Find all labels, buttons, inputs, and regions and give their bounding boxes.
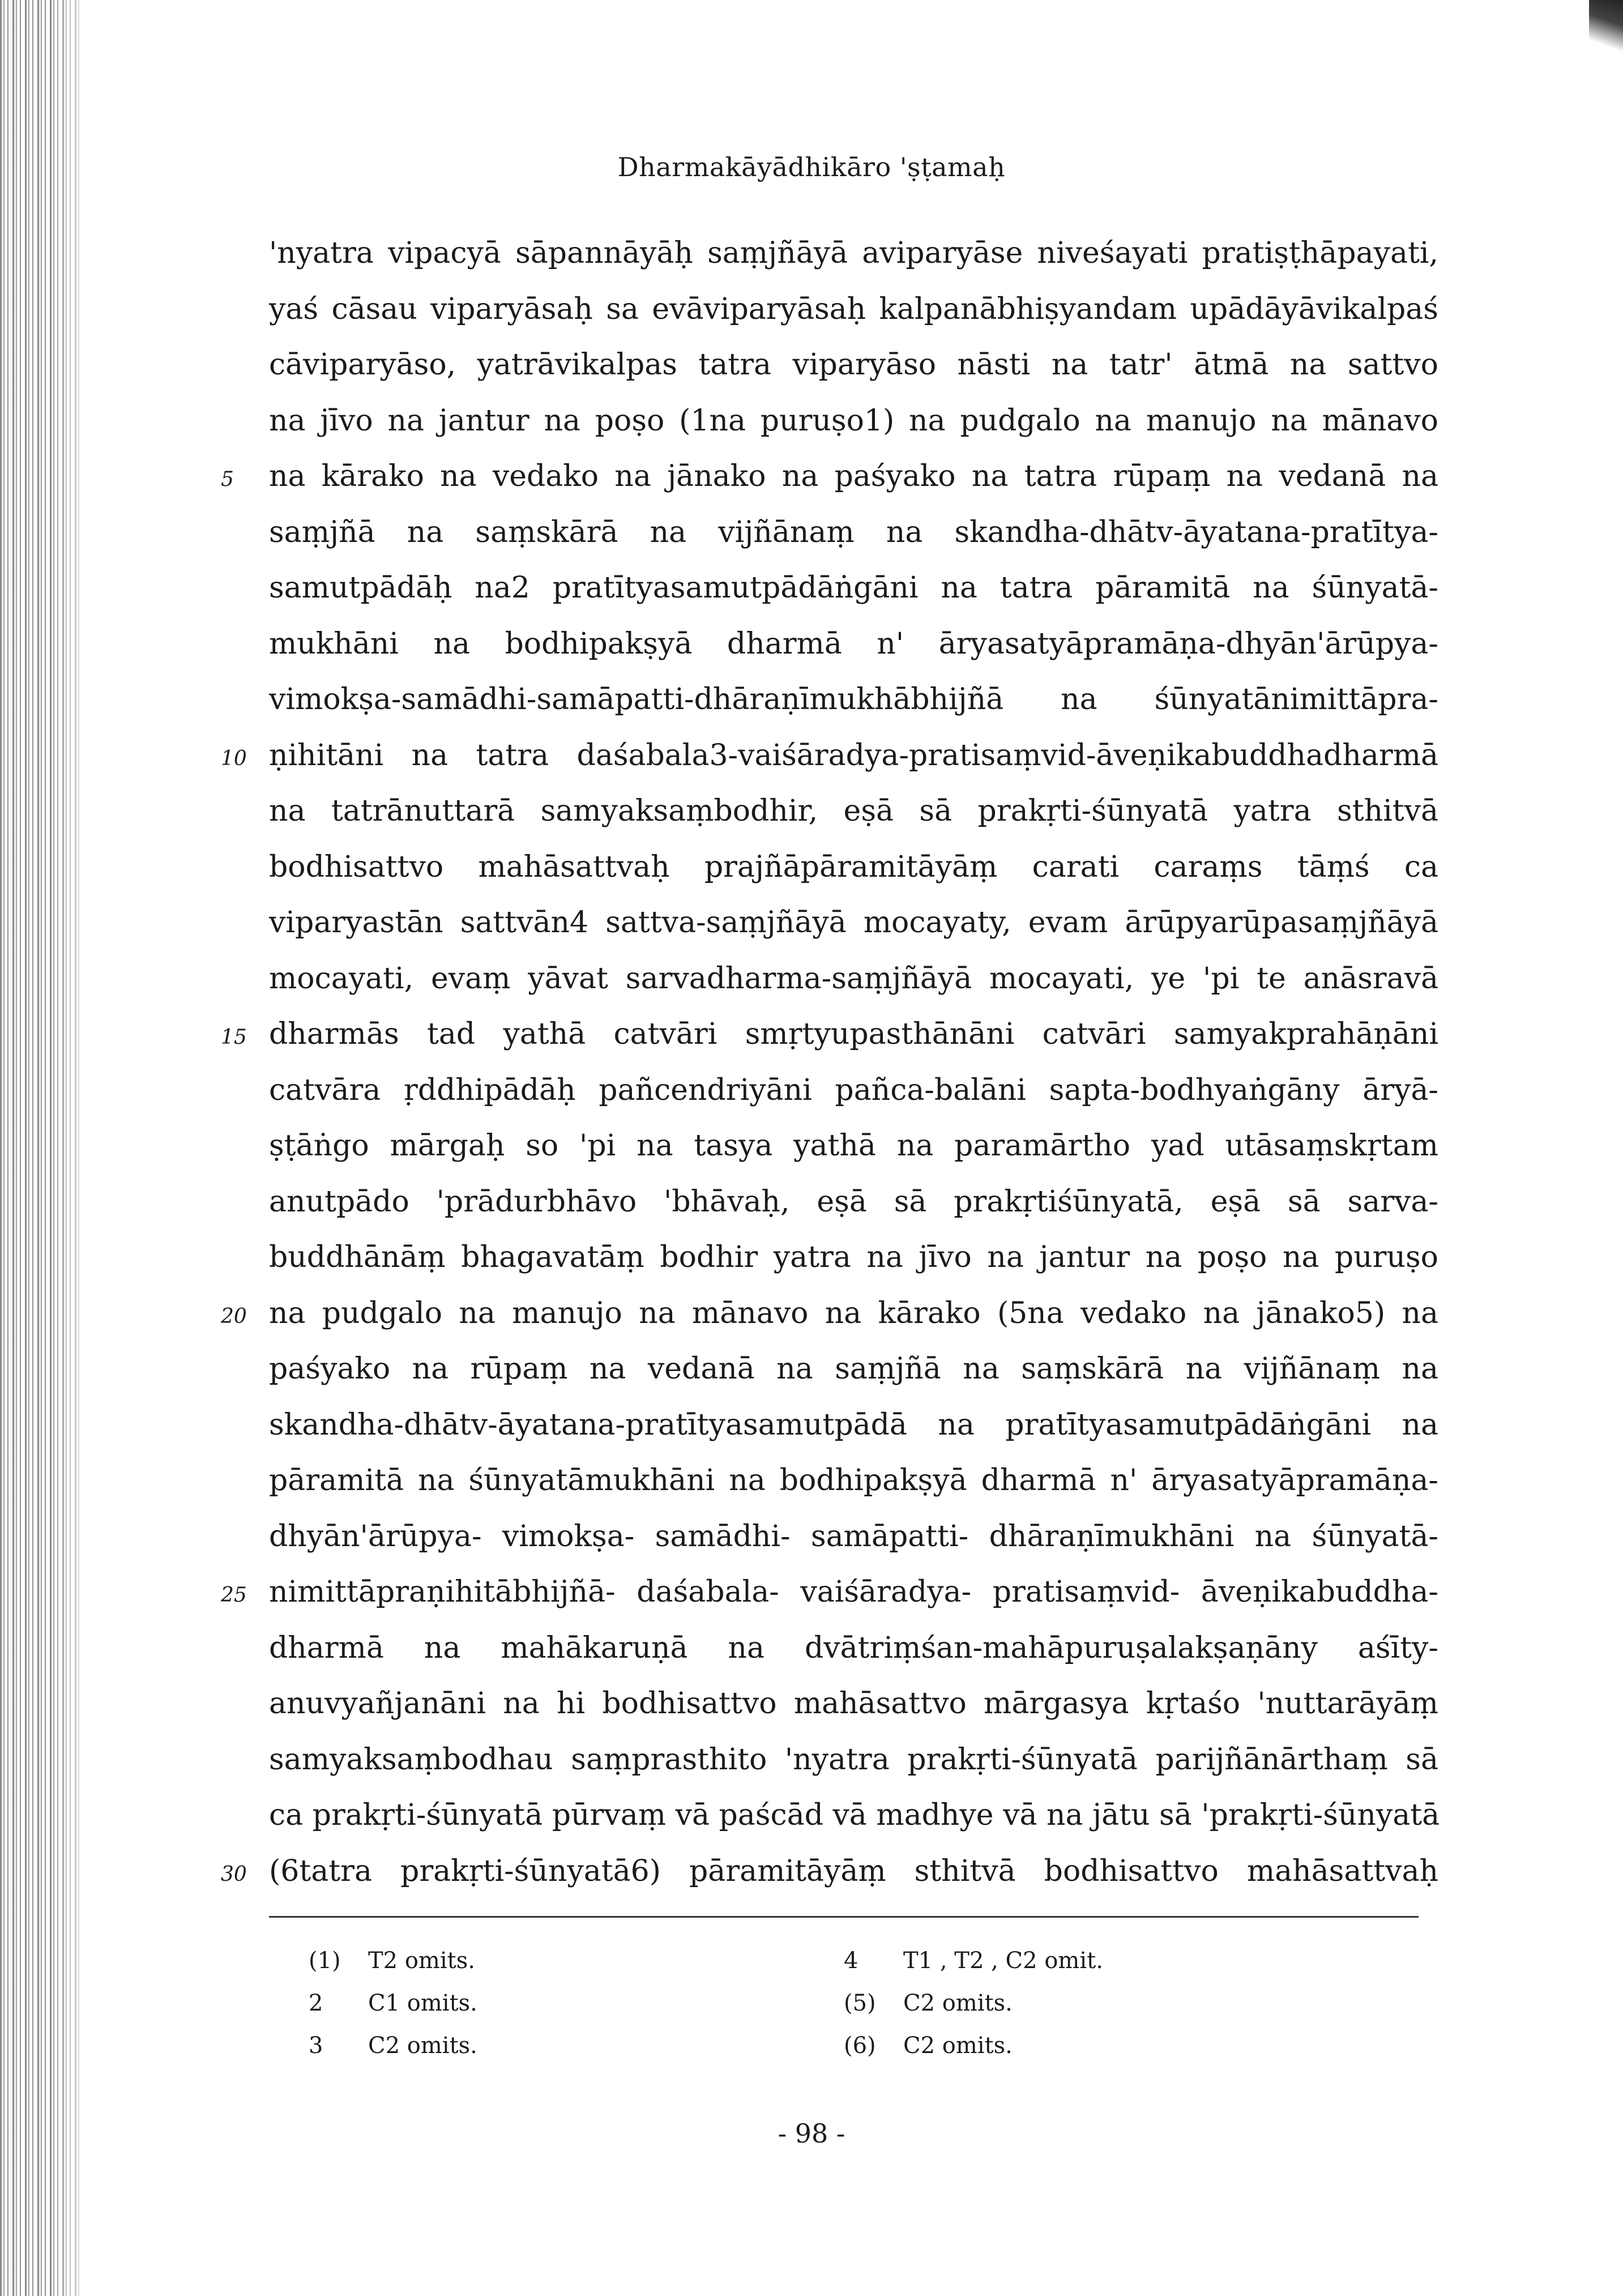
line-text: ṇihitāni na tatra daśabala3-vaiśāradya-pratisaṃvid-āveṇikabuddhadharmā — [269, 738, 1438, 773]
line-text: cāviparyāso, yatrāvikalpas tatra viparyāso nāsti na tatr' ātmā na sattvo — [269, 348, 1438, 382]
line-number: 30 — [221, 1862, 247, 1886]
text-line — [269, 1453, 1438, 1509]
body-text — [221, 225, 1440, 1899]
line-text: dharmās tad yathā catvāri smṛtyupasthānāni catvāri samyakprahāṇāni — [269, 1017, 1438, 1051]
footnote-number: 2 — [309, 1990, 323, 2016]
text-line — [269, 225, 1438, 281]
line-text: anutpādo 'prādurbhāvo 'bhāvaḥ, eṣā sā prakṛtiśūnyatā, eṣā sā sarva- — [269, 1184, 1438, 1219]
line-text: saṃjñā na saṃskārā na vijñānaṃ na skandha-dhātv-āyatana-pratītya- — [269, 515, 1438, 549]
text-line — [269, 1620, 1438, 1676]
line-text: dhyān'ārūpya- vimokṣa- samādhi- samāpatti- dhāraṇīmukhāni na śūnyatā- — [269, 1519, 1438, 1554]
text-line — [269, 1341, 1438, 1397]
footnote — [309, 1982, 477, 2025]
text-line — [269, 560, 1438, 616]
line-text: catvāra ṛddhipādāḥ pañcendriyāni pañca-balāni sapta-bodhyaṅgāny āryā- — [269, 1073, 1438, 1107]
line-text: nimittāpraṇihitābhijñā- daśabala- vaiśāradya- pratisaṃvid- āveṇikabuddha- — [269, 1575, 1438, 1609]
footnote-number: (6) — [844, 2033, 876, 2059]
text-line — [221, 449, 1438, 505]
text-line — [269, 1062, 1438, 1119]
text-line — [269, 1676, 1438, 1732]
text-line — [221, 1843, 1438, 1900]
scan-corner-mark — [1589, 0, 1623, 62]
footnote-text: C2 omits. — [903, 1990, 1013, 2016]
text-line — [269, 616, 1438, 672]
line-text: na kārako na vedako na jānako na paśyako na tatra rūpaṃ na vedanā na — [269, 459, 1438, 493]
line-number: 10 — [221, 746, 247, 770]
line-text: anuvyañjanāni na hi bodhisattvo mahāsattvo mārgasya kṛtaśo 'nuttarāyāṃ — [269, 1687, 1438, 1721]
text-line — [221, 1286, 1438, 1342]
footnote — [844, 1940, 1103, 1982]
text-line — [269, 505, 1438, 561]
line-text: mukhāni na bodhipakṣyā dharmā n' āryasatyāpramāṇa-dhyān'ārūpya- — [269, 626, 1438, 661]
text-line — [269, 1397, 1438, 1453]
text-line — [269, 1230, 1438, 1286]
footnotes-left-column — [309, 1940, 477, 2067]
footnote — [844, 1982, 1103, 2025]
footnote-text: C1 omits. — [368, 1990, 477, 2016]
footnote-number: (1) — [309, 1948, 341, 1974]
footnote-number: 4 — [844, 1948, 859, 1974]
text-line — [269, 1118, 1438, 1174]
line-text: samutpādāḥ na2 pratītyasamutpādāṅgāni na tatra pāramitā na śūnyatā- — [269, 571, 1438, 605]
text-line — [269, 281, 1438, 338]
text-line — [269, 783, 1438, 839]
scanner-edge-fade — [51, 0, 96, 2296]
text-line — [269, 951, 1438, 1007]
footnote — [844, 2025, 1103, 2067]
footnote-text: T2 omits. — [368, 1948, 475, 1974]
footnote-text: C2 omits. — [368, 2033, 477, 2059]
text-line — [269, 393, 1438, 449]
line-text: na jīvo na jantur na poṣo (1na puruṣo1) na pudgalo na manujo na mānavo — [269, 403, 1438, 438]
line-text: dharmā na mahākaruṇā na dvātriṃśan-mahāpuruṣalakṣaṇāny aśīty- — [269, 1631, 1438, 1665]
line-text: bodhisattvo mahāsattvaḥ prajñāpāramitāyāṃ carati caraṃs tāṃś ca — [269, 850, 1438, 884]
page-number: - 98 - — [778, 2118, 845, 2149]
line-text: yaś cāsau viparyāsaḥ sa evāviparyāsaḥ kalpanābhiṣyandam upādāyāvikalpaś — [269, 292, 1438, 326]
footnote — [309, 1940, 477, 1982]
footnote-text: T1 , T2 , C2 omit. — [903, 1948, 1103, 1974]
footnote — [309, 2025, 477, 2067]
line-text: skandha-dhātv-āyatana-pratītyasamutpādā na pratītyasamutpādāṅgāni na — [269, 1407, 1438, 1442]
text-line — [269, 1509, 1438, 1565]
text-line — [221, 728, 1438, 784]
line-text: pāramitā na śūnyatāmukhāni na bodhipakṣyā dharmā n' āryasatyāpramāṇa- — [269, 1463, 1438, 1497]
text-line — [269, 1174, 1438, 1230]
line-text: na tatrānuttarā samyaksaṃbodhir, eṣā sā prakṛti-śūnyatā yatra sthitvā — [269, 794, 1438, 828]
text-line — [269, 839, 1438, 895]
footnote-number: (5) — [844, 1990, 876, 2016]
line-text: samyaksaṃbodhau saṃprasthito 'nyatra prakṛti-śūnyatā parijñānārthaṃ sā — [269, 1742, 1438, 1777]
footnote-text: C2 omits. — [903, 2033, 1013, 2059]
text-line — [221, 1006, 1438, 1062]
running-head: Dharmakāyādhikāro 'ṣṭamaḥ — [617, 152, 1006, 182]
line-text: ca prakṛti-śūnyatā pūrvaṃ vā paścād vā madhye vā na jātu sā 'prakṛti-śūnyatā — [269, 1798, 1440, 1832]
line-text: mocayati, evaṃ yāvat sarvadharma-saṃjñāyā mocayati, ye 'pi te anāsravā — [269, 961, 1438, 996]
line-number: 25 — [221, 1584, 247, 1607]
line-text: ṣṭāṅgo mārgaḥ so 'pi na tasya yathā na paramārtho yad utāsaṃskṛtam — [269, 1129, 1438, 1163]
line-text: 'nyatra vipacyā sāpannāyāḥ saṃjñāyā aviparyāse niveśayati pratiṣṭhāpayati, — [269, 236, 1438, 270]
text-line — [269, 1787, 1438, 1843]
text-line — [269, 337, 1438, 393]
line-text: vimokṣa-samādhi-samāpatti-dhāraṇīmukhābhijñā na śūnyatānimittāpra- — [269, 682, 1438, 716]
footnote-number: 3 — [309, 2033, 323, 2059]
footnotes-right-column — [844, 1940, 1103, 2067]
line-text: paśyako na rūpaṃ na vedanā na saṃjñā na saṃskārā na vijñānaṃ na — [269, 1352, 1438, 1386]
line-number: 15 — [221, 1026, 247, 1049]
text-line — [269, 672, 1438, 728]
line-text: na pudgalo na manujo na mānavo na kārako (5na vedako na jānako5) na — [269, 1296, 1438, 1330]
footnote-rule — [269, 1916, 1419, 1918]
text-line — [269, 895, 1438, 951]
text-line — [221, 1564, 1438, 1620]
line-text: viparyastān sattvān4 sattva-saṃjñāyā mocayaty, evam ārūpyarūpasaṃjñāyā — [269, 906, 1438, 940]
line-text: buddhānāṃ bhagavatāṃ bodhir yatra na jīvo na jantur na poṣo na puruṣo — [269, 1240, 1438, 1274]
line-text: (6tatra prakṛti-śūnyatā6) pāramitāyāṃ sthitvā bodhisattvo mahāsattvaḥ — [269, 1854, 1438, 1888]
line-number: 20 — [221, 1304, 247, 1328]
text-line — [269, 1732, 1438, 1788]
line-number: 5 — [221, 468, 234, 491]
